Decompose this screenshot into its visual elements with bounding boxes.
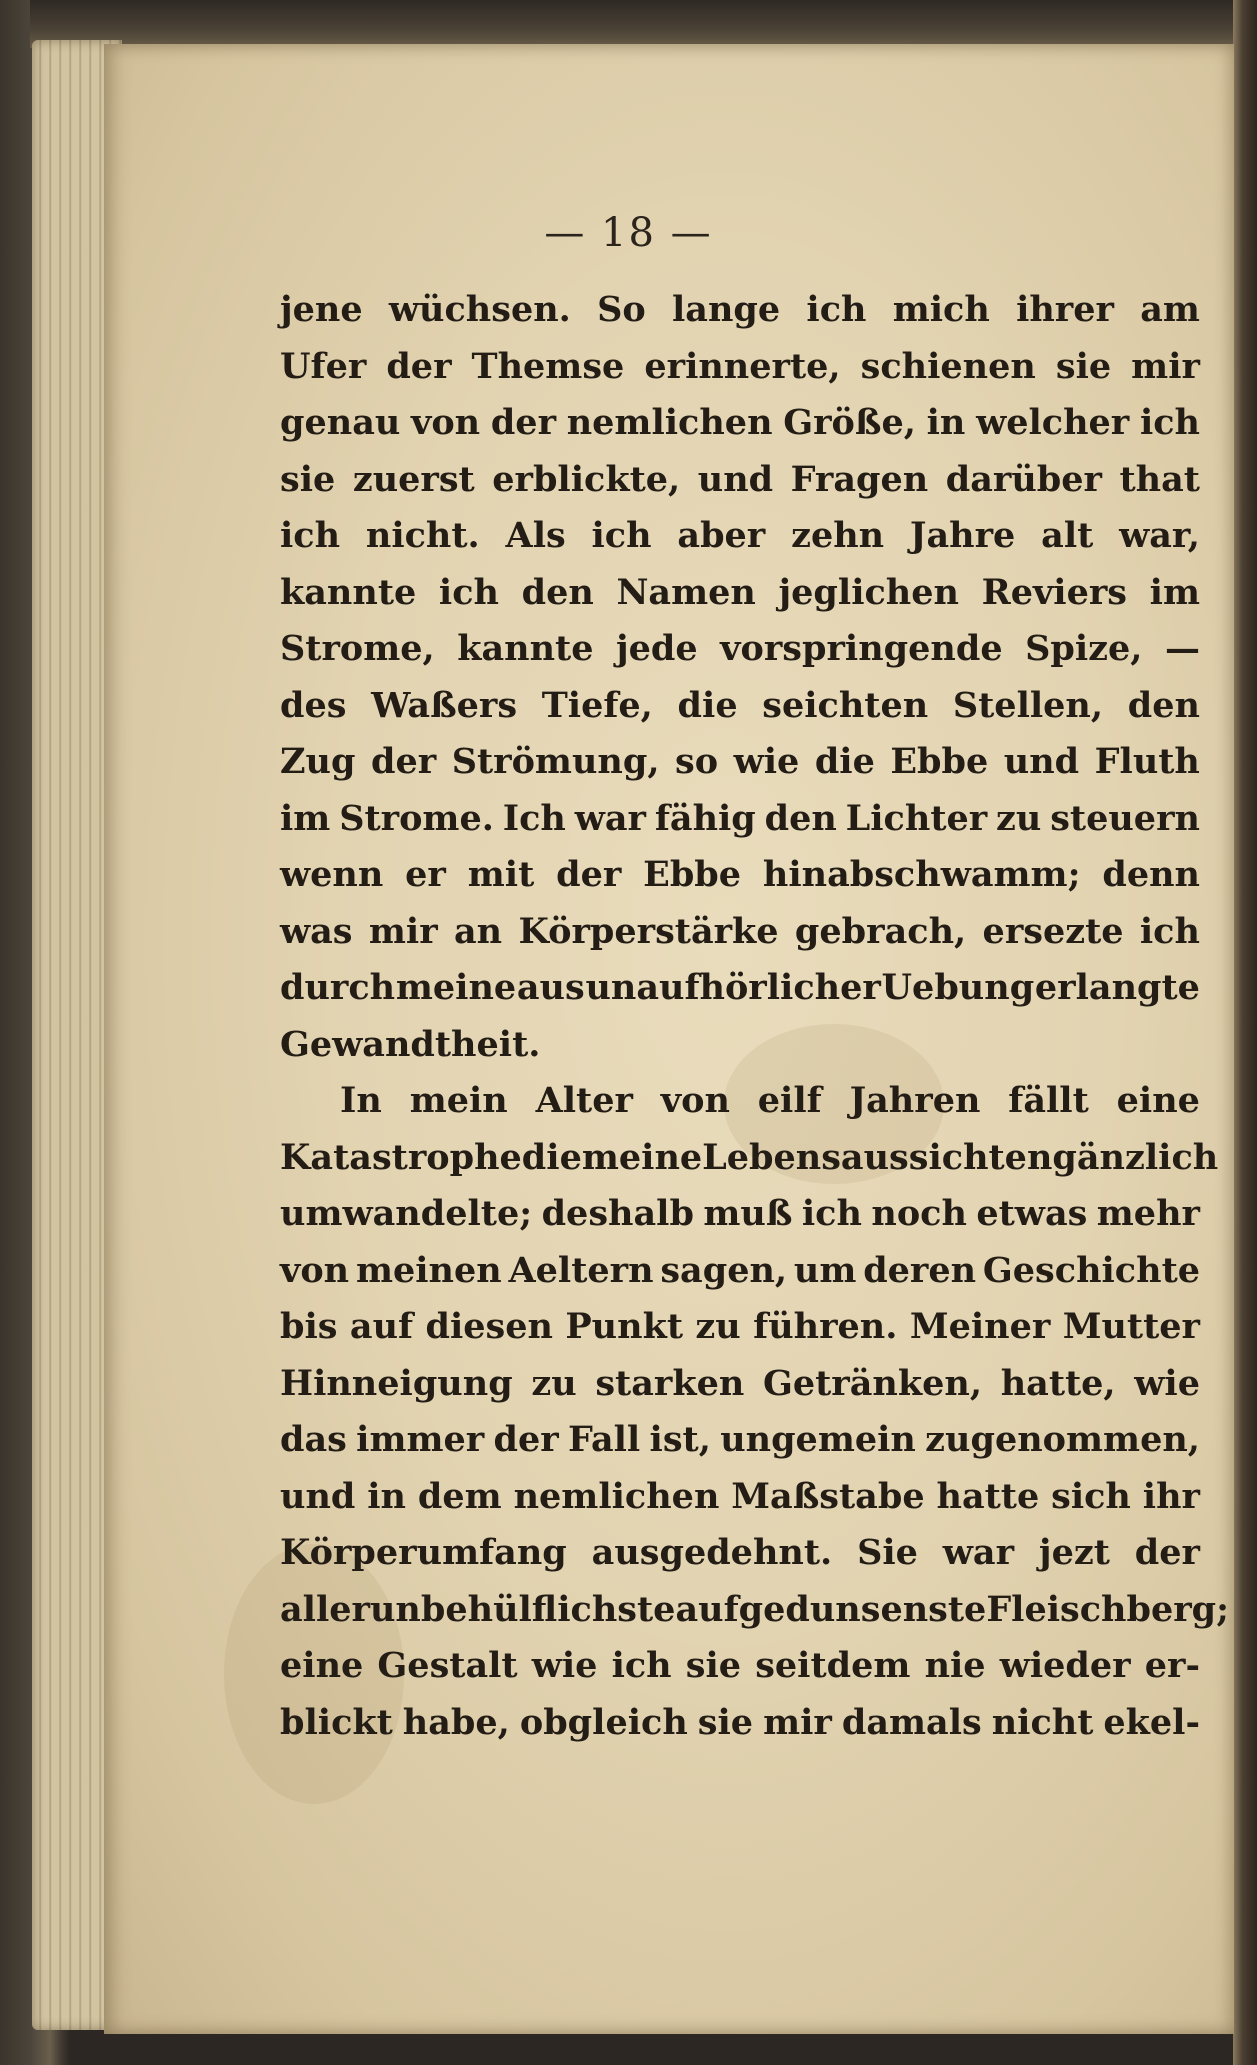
text-line: Ufer der Themse erinnerte, schienen sie mir: [280, 345, 1200, 387]
text-line: durch meine aus unaufhörlicher Uebung erlangte: [280, 967, 1200, 1008]
text-line: des Waßers Tiefe, die seichten Stellen, den: [280, 684, 1200, 726]
text-line: Zug der Strömung, so wie die Ebbe und Fluth: [280, 741, 1200, 782]
text-line: Hinneigung zu starken Getränken, hatte, wie: [280, 1362, 1200, 1404]
text-line: was mir an Körperstärke gebrach, ersezte ich: [280, 910, 1200, 952]
paragraph-first-line: In mein Alter von eilf Jahren fällt eine: [340, 1080, 1200, 1121]
book-cover-right-edge: [1233, 0, 1257, 2065]
page-number: — 18 —: [544, 210, 713, 256]
text-line: Katastrophe die meine Lebensaussichten gänzlich: [280, 1136, 1219, 1178]
text-line: das immer der Fall ist, ungemein zugenommen,: [280, 1419, 1200, 1460]
text-line: umwandelte; deshalb muß ich noch etwas mehr: [280, 1193, 1200, 1234]
text-line: von meinen Aeltern sagen, um deren Geschichte: [280, 1249, 1200, 1291]
text-line: Strome, kannte jede vorspringende Spize, —: [280, 628, 1200, 669]
text-line: aller unbehülflichste aufgedunsenste Fleischberg;: [280, 1588, 1230, 1630]
text-line: und in dem nemlichen Maßstabe hatte sich ihr: [280, 1475, 1200, 1517]
text-line: sie zuerst erblickte, und Fragen darüber that: [280, 458, 1200, 500]
text-line: ich nicht. Als ich aber zehn Jahre alt war,: [280, 515, 1200, 556]
text-line: jene wüchsen. So lange ich mich ihrer am: [280, 289, 1200, 330]
text-line: im Strome. Ich war fähig den Lichter zu steuern: [280, 797, 1200, 839]
text-line: Gewandtheit.: [280, 1023, 541, 1065]
book-cover-top-edge: [30, 0, 1257, 48]
text-line: Körperumfang ausgedehnt. Sie war jezt der: [280, 1532, 1200, 1573]
body-text: [280, 282, 1230, 1751]
text-line: blickt habe, obgleich sie mir damals nicht ekel-: [280, 1701, 1200, 1743]
text-line: wenn er mit der Ebbe hinabschwamm; denn: [280, 854, 1200, 895]
text-line: eine Gestalt wie ich sie seitdem nie wieder er-: [280, 1645, 1200, 1686]
text-line: genau von der nemlichen Größe, in welcher ich: [280, 402, 1200, 443]
text-line: bis auf diesen Punkt zu führen. Meiner Mutter: [280, 1306, 1200, 1347]
text-line: kannte ich den Namen jeglichen Reviers im: [280, 571, 1200, 613]
